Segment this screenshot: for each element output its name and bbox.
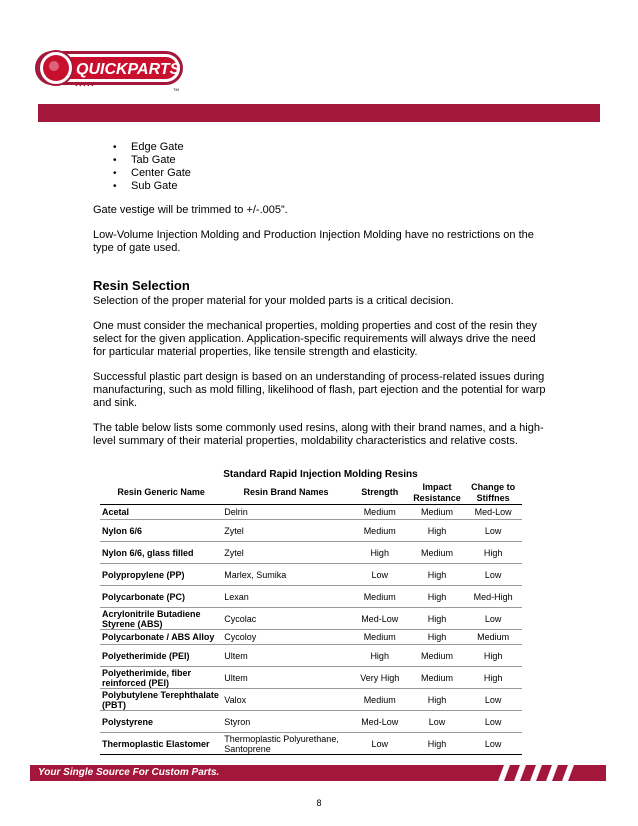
generic-name-cell: Thermoplastic Elastomer	[100, 733, 222, 755]
generic-name-cell: Acetal	[100, 505, 222, 520]
strength-cell: Med-Low	[350, 711, 410, 733]
impact-cell: High	[410, 733, 465, 755]
stiffness-cell: High	[464, 667, 522, 689]
generic-name-cell: Polyetherimide (PEI)	[100, 645, 222, 667]
page-number: 8	[316, 798, 322, 808]
generic-name-cell: Polyetherimide, fiber reinforced (PEI)	[100, 667, 222, 689]
brand-name-cell: Delrin	[222, 505, 350, 520]
resin-table	[100, 481, 522, 755]
impact-cell: Medium	[410, 542, 465, 564]
brand-name-cell: Cycoloy	[222, 630, 350, 645]
brand-name-cell: Lexan	[222, 586, 350, 608]
table-row	[100, 505, 522, 520]
stiffness-cell: High	[464, 542, 522, 564]
strength-cell: Medium	[350, 630, 410, 645]
footer-bar	[30, 765, 606, 781]
selection-text: Selection of the proper material for your molded parts is a critical decision.	[93, 295, 454, 307]
impact-cell: Low	[410, 711, 465, 733]
column-header: Change to Stiffnes	[464, 481, 522, 505]
logo-text: QUICKPARTS	[76, 61, 181, 78]
strength-cell: Low	[350, 733, 410, 755]
impact-cell: High	[410, 689, 465, 711]
table-row	[100, 630, 522, 645]
stiffness-cell: Low	[464, 711, 522, 733]
impact-cell: Medium	[410, 667, 465, 689]
table-row	[100, 520, 522, 542]
stiffness-cell: Low	[464, 564, 522, 586]
brand-name-cell: Styron	[222, 711, 350, 733]
table-row	[100, 689, 522, 711]
stiffness-cell: Low	[464, 733, 522, 755]
stiffness-cell: Medium	[464, 630, 522, 645]
column-header: Strength	[350, 481, 410, 505]
logo-tm: TM	[173, 87, 179, 92]
brand-name-cell: Valox	[222, 689, 350, 711]
brand-name-cell: Zytel	[222, 542, 350, 564]
footer-stripes-icon	[490, 765, 580, 781]
impact-cell: High	[410, 586, 465, 608]
strength-cell: Medium	[350, 586, 410, 608]
table-row	[100, 586, 522, 608]
generic-name-cell: Polystyrene	[100, 711, 222, 733]
table-row	[100, 711, 522, 733]
impact-cell: Medium	[410, 505, 465, 520]
table-row	[100, 733, 522, 755]
table-intro-text: The table below lists some commonly used resins, along with their brand names, and a high-level summary of their material properties, moldability characteristics and relative costs.	[93, 422, 544, 447]
impact-cell: High	[410, 520, 465, 542]
brand-name-cell: Cycolac	[222, 608, 350, 630]
brand-name-cell: Ultem	[222, 645, 350, 667]
brand-name-cell: Thermoplastic Polyurethane, Santoprene	[222, 733, 350, 755]
table-header-row	[100, 481, 522, 505]
strength-cell: Medium	[350, 505, 410, 520]
generic-name-cell: Acrylonitrile Butadiene Styrene (ABS)	[100, 608, 222, 630]
generic-name-cell: Nylon 6/6	[100, 520, 222, 542]
stiffness-cell: Med-High	[464, 586, 522, 608]
impact-cell: Medium	[410, 645, 465, 667]
section-heading: Resin Selection	[93, 278, 190, 293]
column-header: Resin Brand Names	[222, 481, 350, 505]
strength-cell: Medium	[350, 689, 410, 711]
impact-cell: High	[410, 608, 465, 630]
table-row	[100, 564, 522, 586]
generic-name-cell: Polycarbonate (PC)	[100, 586, 222, 608]
consider-text: One must consider the mechanical properties, molding properties and cost of the resin they select for the given application. Application-specific requirements will always drive the need for particular material properties, like tensile strength and elasticity.	[93, 320, 537, 358]
list-item: • Center Gate	[93, 167, 548, 180]
generic-name-cell: Polybutylene Terephthalate (PBT)	[100, 689, 222, 711]
strength-cell: Very High	[350, 667, 410, 689]
page-content	[93, 141, 548, 755]
stiffness-cell: High	[464, 645, 522, 667]
brand-name-cell: Marlex, Sumika	[222, 564, 350, 586]
brand-name-cell: Zytel	[222, 520, 350, 542]
generic-name-cell: Nylon 6/6, glass filled	[100, 542, 222, 564]
low-volume-text: Low-Volume Injection Molding and Production Injection Molding have no restrictions on the type of gate used.	[93, 229, 534, 254]
table-row	[100, 608, 522, 630]
table-row	[100, 542, 522, 564]
brand-name-cell: Ultem	[222, 667, 350, 689]
strength-cell: Low	[350, 564, 410, 586]
strength-cell: High	[350, 645, 410, 667]
strength-cell: Medium	[350, 520, 410, 542]
stiffness-cell: Low	[464, 689, 522, 711]
impact-cell: High	[410, 564, 465, 586]
column-header: Resin Generic Name	[100, 481, 222, 505]
gate-type-list	[93, 141, 548, 193]
list-item: • Edge Gate	[93, 141, 548, 154]
header-bar	[38, 104, 600, 122]
successful-text: Successful plastic part design is based on an understanding of process-related issues during manufacturing, such as mold filling, likelihood of flash, part ejection and the potential for warp and sink.	[93, 371, 546, 409]
list-item: • Tab Gate	[93, 154, 548, 167]
stiffness-cell: Low	[464, 608, 522, 630]
table-row	[100, 667, 522, 689]
strength-cell: High	[350, 542, 410, 564]
gate-vestige-text: Gate vestige will be trimmed to +/-.005”.	[93, 204, 288, 216]
generic-name-cell: Polycarbonate / ABS Alloy	[100, 630, 222, 645]
column-header: Impact Resistance	[410, 481, 465, 505]
list-item: • Sub Gate	[93, 180, 548, 193]
stiffness-cell: Med-Low	[464, 505, 522, 520]
table-title: Standard Rapid Injection Molding Resins	[223, 469, 418, 480]
table-row	[100, 645, 522, 667]
footer-tagline: Your Single Source For Custom Parts.	[38, 767, 220, 778]
strength-cell: Med-Low	[350, 608, 410, 630]
quickparts-logo	[34, 48, 184, 92]
impact-cell: High	[410, 630, 465, 645]
generic-name-cell: Polypropylene (PP)	[100, 564, 222, 586]
stiffness-cell: Low	[464, 520, 522, 542]
